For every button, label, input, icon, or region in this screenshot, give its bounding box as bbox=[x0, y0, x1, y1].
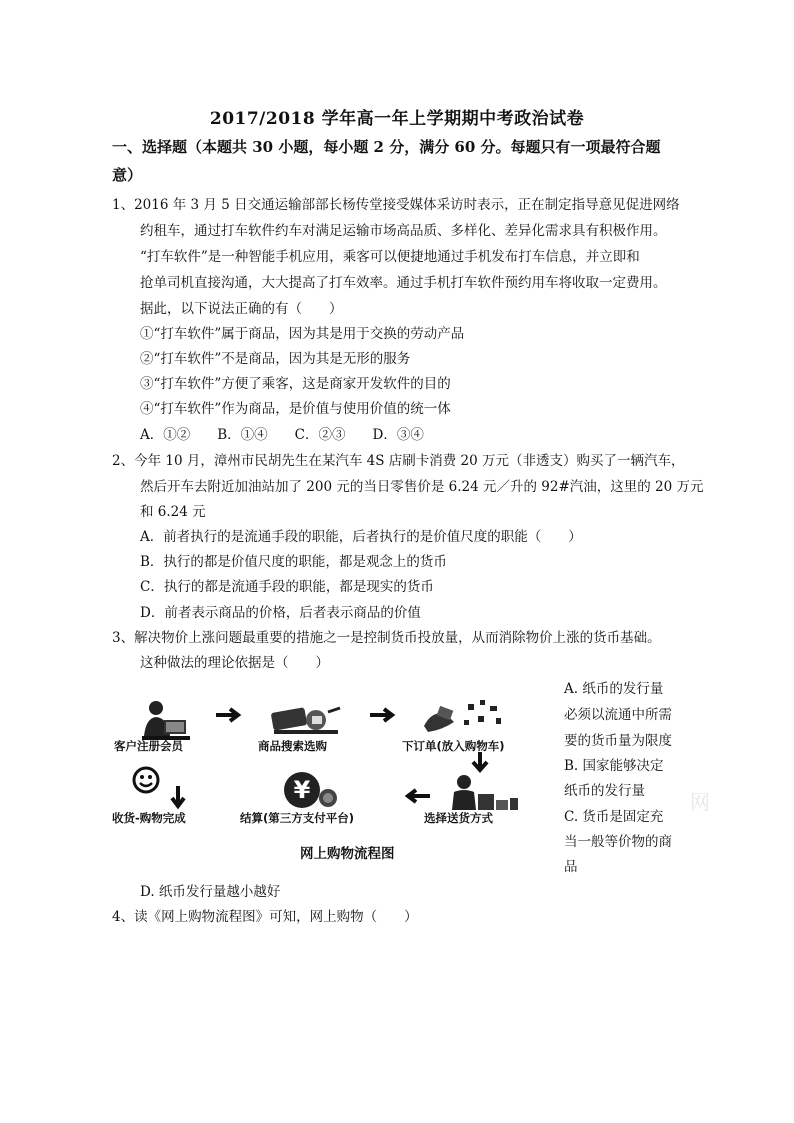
shopping-cart-icon bbox=[424, 700, 501, 732]
step-pay-label: 结算(第三方支付平台) bbox=[240, 811, 355, 825]
q3-line-1: 3、解决物价上涨问题最重要的措施之一是控制货币投放量，从而消除物价上涨的货币基础。 bbox=[112, 630, 661, 646]
q2-line-2: 然后开车去附近加油站加了 200 元的当日零售价是 6.24 元／升的 92#汽油，这里的 20 万元 bbox=[140, 479, 704, 495]
yen-payment-icon bbox=[284, 772, 337, 808]
exam-title: 2017/2018 学年高一年上学期期中考政治试卷 bbox=[209, 109, 585, 129]
step-order-label: 下订单(放入购物车) bbox=[402, 739, 505, 753]
flowchart-caption: 网上购物流程图 bbox=[300, 846, 395, 862]
q3-side-line-5: 纸币的发行量 bbox=[564, 783, 645, 799]
q1-line-1: 1、2016 年 3 月 5 日交通运输部部长杨传堂接受媒体采访时表示，正在制定指导意见促进网络 bbox=[112, 197, 680, 213]
arrow-down-icon bbox=[473, 752, 487, 770]
q1-line-5: 据此，以下说法正确的有（ ） bbox=[140, 301, 343, 317]
q3-side-line-1: A. 纸币的发行量 bbox=[564, 681, 664, 697]
svg-text:¥: ¥ bbox=[293, 776, 311, 804]
smiley-icon bbox=[134, 768, 158, 792]
q3-option-d: D. 纸币发行量越小越好 bbox=[140, 884, 281, 900]
q1-option-3: ③“打车软件”方便了乘客，这是商家开发软件的目的 bbox=[140, 376, 451, 392]
q2-option-b: B．执行的都是价值尺度的职能，都是观念上的货币 bbox=[140, 554, 447, 570]
q1-choices: A．①② B．①④ C．②③ D．③④ bbox=[140, 427, 424, 443]
step-receive-label: 收货-购物完成 bbox=[112, 811, 186, 825]
delivery-icon bbox=[452, 775, 518, 810]
arrow-left-icon bbox=[408, 790, 430, 802]
q1-option-1: ①“打车软件”属于商品，因为其是用于交换的劳动产品 bbox=[140, 326, 465, 342]
q3-line-2: 这种做法的理论依据是（ ） bbox=[140, 655, 329, 671]
q3-side-line-8: 品 bbox=[564, 859, 578, 875]
q1-option-4: ④“打车软件”作为商品，是价值与使用价值的统一体 bbox=[140, 401, 451, 417]
online-shopping-flowchart bbox=[112, 690, 552, 865]
q2-option-c: C．执行的都是流通手段的职能，都是现实的货币 bbox=[140, 579, 434, 595]
watermark: 网 bbox=[690, 790, 710, 814]
section-heading-line-2: 意） bbox=[112, 166, 143, 184]
q1-line-4: 抢单司机直接沟通，大大提高了打车效率。通过手机打车软件预约用车将收取一定费用。 bbox=[140, 275, 667, 291]
q3-side-line-4: B. 国家能够决定 bbox=[564, 758, 664, 774]
q4-line-1: 4、读《网上购物流程图》可知，网上购物（ ） bbox=[112, 909, 418, 925]
arrow-down-icon bbox=[172, 786, 184, 806]
register-icon bbox=[142, 701, 190, 740]
q3-side-line-3: 要的货币量为限度 bbox=[564, 733, 672, 749]
step-register-label: 客户注册会员 bbox=[114, 739, 183, 753]
q2-line-1: 2、今年 10 月，漳州市民胡先生在某汽车 4S 店刷卡消费 20 万元（非透支）购买了一辆汽车， bbox=[112, 453, 685, 469]
q2-option-d: D．前者表示商品的价格，后者表示商品的价值 bbox=[140, 605, 421, 621]
q1-option-2: ②“打车软件”不是商品，因为其是无形的服务 bbox=[140, 351, 411, 367]
step-search-label: 商品搜索选购 bbox=[258, 739, 327, 753]
q2-option-a: A．前者执行的是流通手段的职能，后者执行的是价值尺度的职能（ ） bbox=[140, 529, 582, 545]
arrow-right-icon bbox=[216, 709, 238, 721]
section-heading-line-1: 一、选择题（本题共 30 小题，每小题 2 分，满分 60 分。每题只有一项最符合题 bbox=[112, 138, 661, 156]
q3-side-line-6: C. 货币是固定充 bbox=[564, 809, 664, 825]
q3-side-line-7: 当一般等价物的商 bbox=[564, 834, 672, 850]
q2-line-3: 和 6.24 元 bbox=[140, 504, 206, 520]
shopping-search-icon bbox=[271, 707, 340, 734]
q3-side-line-2: 必须以流通中所需 bbox=[564, 707, 672, 723]
arrow-right-icon bbox=[370, 709, 392, 721]
q1-line-2: 约租车，通过打车软件约车对满足运输市场高品质、多样化、差异化需求具有积极作用。 bbox=[140, 223, 667, 239]
step-delivery-label: 选择送货方式 bbox=[424, 811, 493, 825]
q1-line-3: “打车软件”是一种智能手机应用，乘客可以便捷地通过手机发布打车信息，并立即和 bbox=[140, 249, 640, 265]
flowchart-graphics bbox=[112, 690, 552, 865]
